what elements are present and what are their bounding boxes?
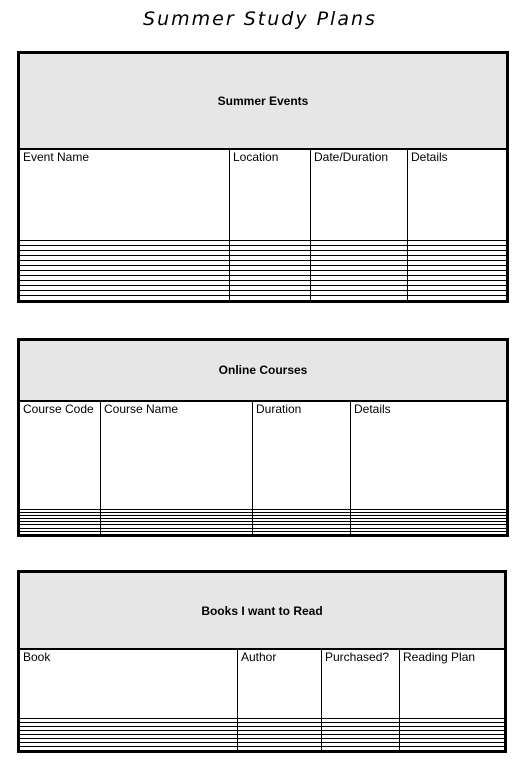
column-header: Reading Plan	[400, 649, 505, 718]
books-title: Books I want to Read	[20, 573, 505, 650]
table-row	[20, 746, 505, 750]
online-courses-table	[17, 338, 509, 537]
table-row	[20, 295, 507, 300]
table-cell[interactable]	[238, 746, 322, 750]
column-header: Details	[351, 401, 507, 509]
page-title: Summer Study Plans	[143, 8, 377, 30]
table-cell[interactable]	[20, 531, 101, 534]
summer-events-table	[17, 51, 509, 303]
column-header: Location	[230, 149, 311, 240]
column-header: Details	[408, 149, 507, 240]
column-header: Purchased?	[322, 649, 400, 718]
table-cell[interactable]	[230, 295, 311, 300]
column-header: Course Code	[20, 401, 101, 509]
table-cell[interactable]	[311, 295, 408, 300]
column-header: Event Name	[20, 149, 230, 240]
table-cell[interactable]	[253, 531, 351, 534]
table-cell[interactable]	[408, 295, 507, 300]
column-header: Date/Duration	[311, 149, 408, 240]
table-cell[interactable]	[351, 531, 507, 534]
summer-events-title: Summer Events	[20, 54, 507, 150]
books-rows	[20, 718, 505, 750]
table-row	[20, 531, 507, 534]
summer-events-rows	[20, 240, 507, 301]
column-header: Author	[238, 649, 322, 718]
column-header: Course Name	[101, 401, 253, 509]
table-cell[interactable]	[322, 746, 400, 750]
table-cell[interactable]	[101, 531, 253, 534]
table-cell[interactable]	[20, 746, 238, 750]
column-header: Book	[20, 649, 238, 718]
online-courses-rows	[20, 509, 507, 534]
column-header: Duration	[253, 401, 351, 509]
table-cell[interactable]	[20, 295, 230, 300]
online-courses-title: Online Courses	[20, 341, 507, 401]
books-table	[17, 570, 507, 753]
table-cell[interactable]	[400, 746, 505, 750]
